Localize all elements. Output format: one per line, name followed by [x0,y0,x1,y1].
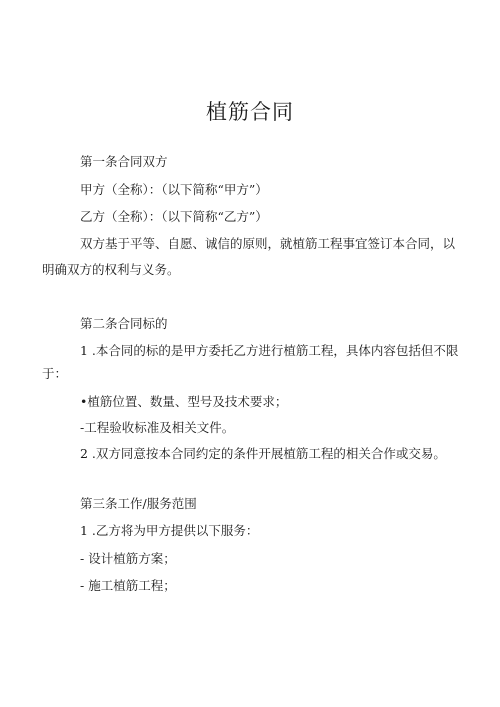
article2-item1-line2: 于： [42,366,68,381]
article1-intro-line2: 明确双方的权利与义务。 [42,262,180,277]
article3-item1: 1 .乙方将为甲方提供以下服务： [80,523,259,538]
article1-heading: 第一条合同双方 [80,154,168,169]
article3-service1: - 设计植筋方案； [80,551,176,566]
article1-intro-line1: 双方基于平等、自愿、诚信的原则，就植筋工程事宜签订本合同，以 [80,236,456,251]
article3-heading: 第三条工作/服务范围 [80,496,197,511]
article2-heading: 第二条合同标的 [80,316,168,331]
party-b-line: 乙方（全称）：（以下简称“乙方”） [80,209,268,224]
article2-item1-line1: 1 .本合同的标的是甲方委托乙方进行植筋工程，具体内容包括但不限 [80,343,459,358]
party-a-line: 甲方（全称）：（以下简称“甲方”） [80,182,268,197]
article2-bullet1: •植筋位置、数量、型号及技术要求； [80,394,288,409]
document-title: 植筋合同 [206,100,294,124]
article2-bullet2: -工程验收标准及相关文件。 [80,420,235,435]
article2-item2: 2 .双方同意按本合同约定的条件开展植筋工程的相关合作或交易。 [80,446,446,461]
article3-service2: - 施工植筋工程； [80,578,176,593]
